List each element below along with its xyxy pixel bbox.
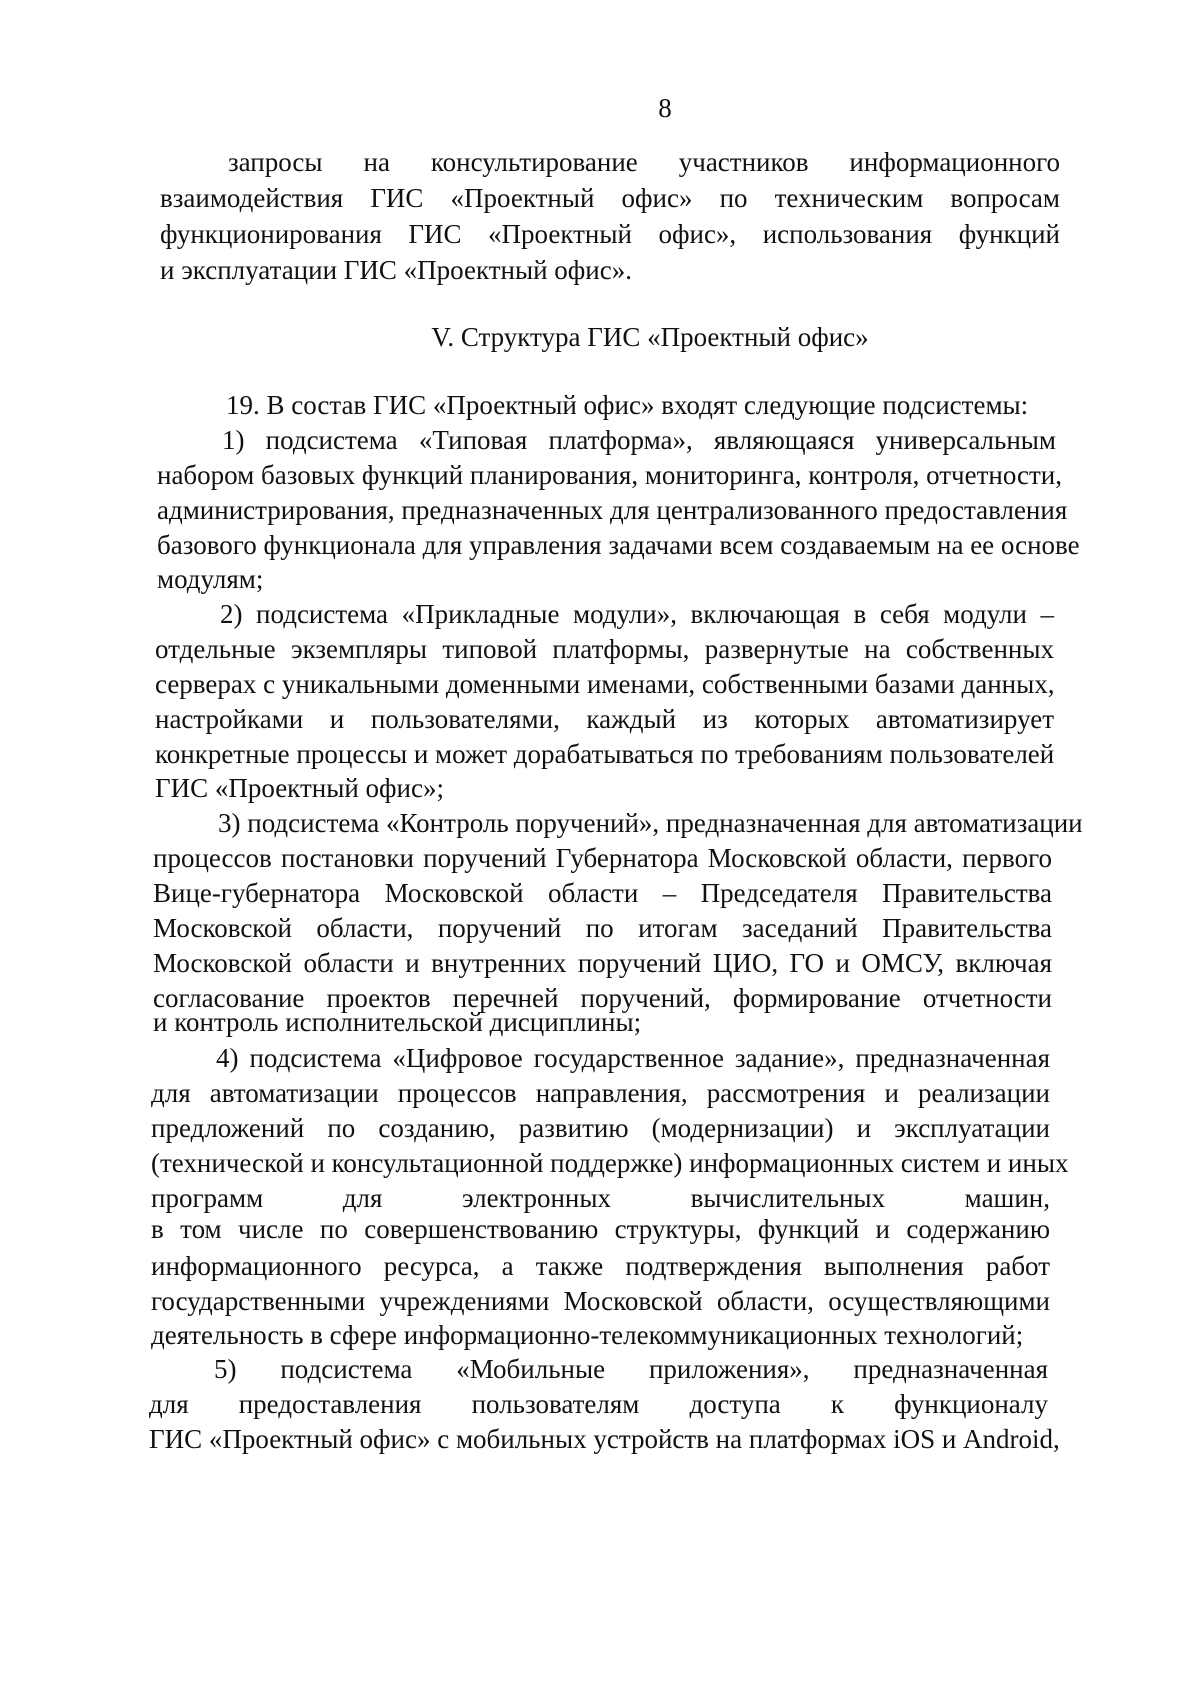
subsystem-4-line: информационного ресурса, а также подтверждения выполнения работ: [151, 1251, 1050, 1281]
subsystem-2-line: конкретные процессы и может дорабатываться по требованиям пользователей: [155, 739, 1055, 769]
subsystem-5-line: для предоставления пользователям доступа к функционалу: [149, 1389, 1048, 1419]
subsystem-3-line: согласование проектов перечней поручений, формирование отчетности: [153, 983, 1052, 1013]
subsystem-1-line: администрирования, предназначенных для централизованного предоставления: [157, 495, 1068, 525]
subsystem-1-line: набором базовых функций планирования, мониторинга, контроля, отчетности,: [157, 460, 1063, 490]
subsystem-4-line: предложений по созданию, развитию (модернизации) и эксплуатации: [151, 1113, 1050, 1143]
subsystem-4-line: государственными учреждениями Московской области, осуществляющими: [151, 1286, 1050, 1316]
intro-line: функционирования ГИС «Проектный офис», использования функций: [160, 219, 1060, 249]
subsystem-4-line: (технической и консультационной поддержке) информационных систем и иных: [151, 1148, 1069, 1178]
subsystem-1-line: 1) подсистема «Типовая платформа», являющаяся универсальным: [222, 425, 1056, 455]
subsystem-2-line: ГИС «Проектный офис»;: [155, 773, 444, 803]
subsystem-4-line: 4) подсистема «Цифровое государственное задание», предназначенная: [216, 1043, 1050, 1073]
subsystem-4-line: программ для электронных вычислительных машин,: [151, 1183, 1050, 1213]
subsystem-5-line: ГИС «Проектный офис» с мобильных устройств на платформах iOS и Android,: [149, 1424, 1060, 1454]
intro-line: взаимодействия ГИС «Проектный офис» по техническим вопросам: [160, 183, 1060, 213]
subsystem-2-line: серверах с уникальными доменными именами, собственными базами данных,: [155, 669, 1055, 699]
intro-line: запросы на консультирование участников информационного: [228, 147, 1060, 177]
subsystem-3-line: Московской области и внутренних поручений ЦИО, ГО и ОМСУ, включая: [153, 948, 1052, 978]
subsystem-4-line: деятельность в сфере информационно-телекоммуникационных технологий;: [151, 1320, 1024, 1350]
subsystem-2-line: 2) подсистема «Прикладные модули», включающая в себя модули –: [220, 599, 1054, 629]
subsystem-3-line: процессов постановки поручений Губернатора Московской области, первого: [153, 843, 1052, 873]
subsystem-3-line: 3) подсистема «Контроль поручений», предназначенная для автоматизации: [218, 808, 1083, 838]
subsystem-1-line: модулям;: [157, 564, 264, 594]
item-19-line: 19. В состав ГИС «Проектный офис» входят следующие подсистемы:: [226, 390, 1029, 420]
subsystem-5-line: 5) подсистема «Мобильные приложения», предназначенная: [214, 1354, 1048, 1384]
subsystem-3-line: Вице-губернатора Московской области – Председателя Правительства: [153, 878, 1052, 908]
subsystem-2-line: отдельные экземпляры типовой платформы, развернутые на собственных: [155, 634, 1054, 664]
subsystem-4-line: для автоматизации процессов направления, рассмотрения и реализации: [151, 1078, 1050, 1108]
subsystem-1-line: базового функционала для управления задачами всем создаваемым на ее основе: [157, 530, 1080, 560]
intro-line: и эксплуатации ГИС «Проектный офис».: [160, 255, 632, 285]
section-heading: V. Структура ГИС «Проектный офис»: [431, 322, 869, 352]
subsystem-3-line: и контроль исполнительской дисциплины;: [153, 1007, 642, 1037]
page-number: 8: [658, 93, 672, 123]
subsystem-2-line: настройками и пользователями, каждый из которых автоматизирует: [155, 704, 1054, 734]
subsystem-4-line: в том числе по совершенствованию структуры, функций и содержанию: [151, 1214, 1050, 1244]
subsystem-3-line: Московской области, поручений по итогам заседаний Правительства: [153, 913, 1052, 943]
